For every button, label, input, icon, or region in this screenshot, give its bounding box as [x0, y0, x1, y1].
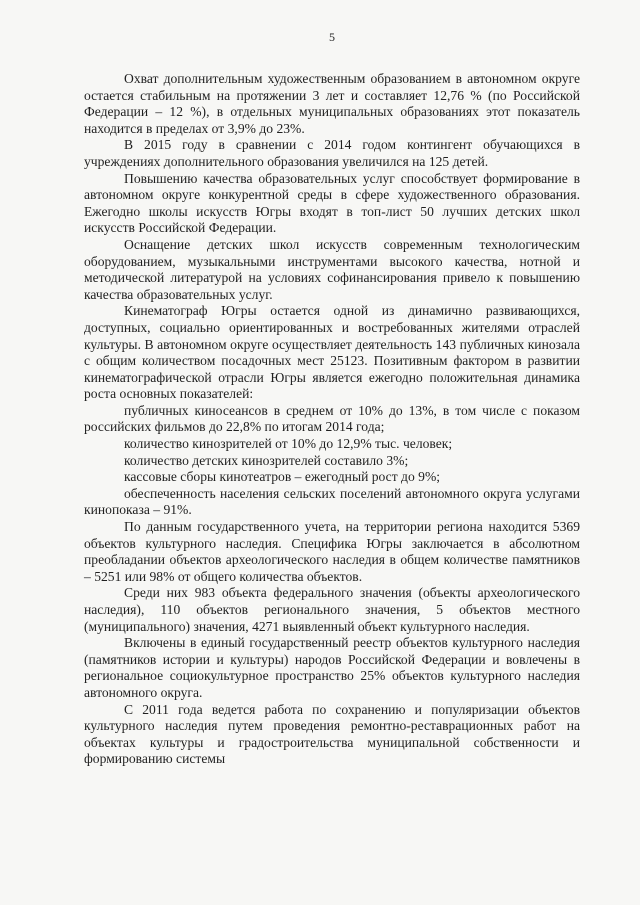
list-item-box-office: кассовые сборы кинотеатров – ежегодный рост до 9%; — [124, 469, 441, 485]
paragraph-heritage-preservation: С 2011 года ведется работа по сохранению и популяризации объектов культурного наследия путем проведения ремонтно-реставрационных работ на объектах культуры и градостроительства муниципальной собственности и формированию системы — [84, 701, 580, 767]
document-body — [84, 71, 580, 768]
paragraph-heritage-objects: По данным государственного учета, на территории региона находится 5369 объектов культурного наследия. Специфика Югры заключается в абсолютном преобладании объектов археологического наследия в общем количестве памятников – 5251 или 98% от общего количества объектов. — [84, 519, 580, 584]
paragraph-art-education-coverage: Охват дополнительным художественным образованием в автономном округе остается стабильным на протяжении 3 лет и составляет 12,76 % (по Российской Федерации – 12 %), в отдельных муниципальных образованиях этот показатель находится в пределах от 3,9% до 23%. — [84, 71, 580, 136]
paragraph-service-quality: Повышению качества образовательных услуг способствует формирование в автономном округе конкурентной среды в сфере художественного образования. Ежегодно школы искусств Югры входят в топ-лист 50 лучших детских школ искусств Российской Федерации. — [84, 170, 580, 236]
paragraph-cinema-industry: Кинематограф Югры остается одной из динамично развивающихся, доступных, социально ориентированных и востребованных жителями отраслей культуры. В автономном округе осуществляет деятельность 143 публичных кинозала с общим количеством посадочных мест 25123. Позитивным фактором в развитии кинематографической отрасли Югры является ежегодно положительная динамика роста основных показателей: — [84, 303, 580, 402]
list-item-film-screenings: публичных киносеансов в среднем от 10% до 13%, в том числе с показом российских фильмов до 22,8% по итогам 2014 года; — [84, 402, 580, 435]
paragraph-heritage-registry: Включены в единый государственный реестр объектов культурного наследия (памятников истории и культуры) народов Российской Федерации и вовлечены в региональное социокультурное пространство 25% объектов культурного наследия автономного округа. — [84, 635, 580, 700]
list-item-child-viewers: количество детских кинозрителей составило 3%; — [124, 452, 409, 468]
list-item-rural-coverage: обеспеченность населения сельских поселений автономного округа услугами кинопоказа – 91%. — [84, 485, 580, 518]
paragraph-heritage-breakdown: Среди них 983 объекта федерального значения (объекты археологического наследия), 110 объектов регионального значения, 5 объектов местного (муниципального) значения, 4271 выявленный объект культурного наследия. — [84, 585, 580, 634]
page-number: 5 — [329, 30, 335, 44]
paragraph-student-contingent: В 2015 году в сравнении с 2014 годом контингент обучающихся в учреждениях дополнительного образования увеличился на 125 детей. — [84, 137, 580, 169]
list-item-viewers: количество кинозрителей от 10% до 12,9% тыс. человек; — [124, 436, 453, 452]
paragraph-school-equipment: Оснащение детских школ искусств современным технологическим оборудованием, музыкальными инструментами высокого качества, нотной и методической литературой на условиях софинансирования привело к повышению качества образовательных услуг. — [84, 236, 580, 302]
